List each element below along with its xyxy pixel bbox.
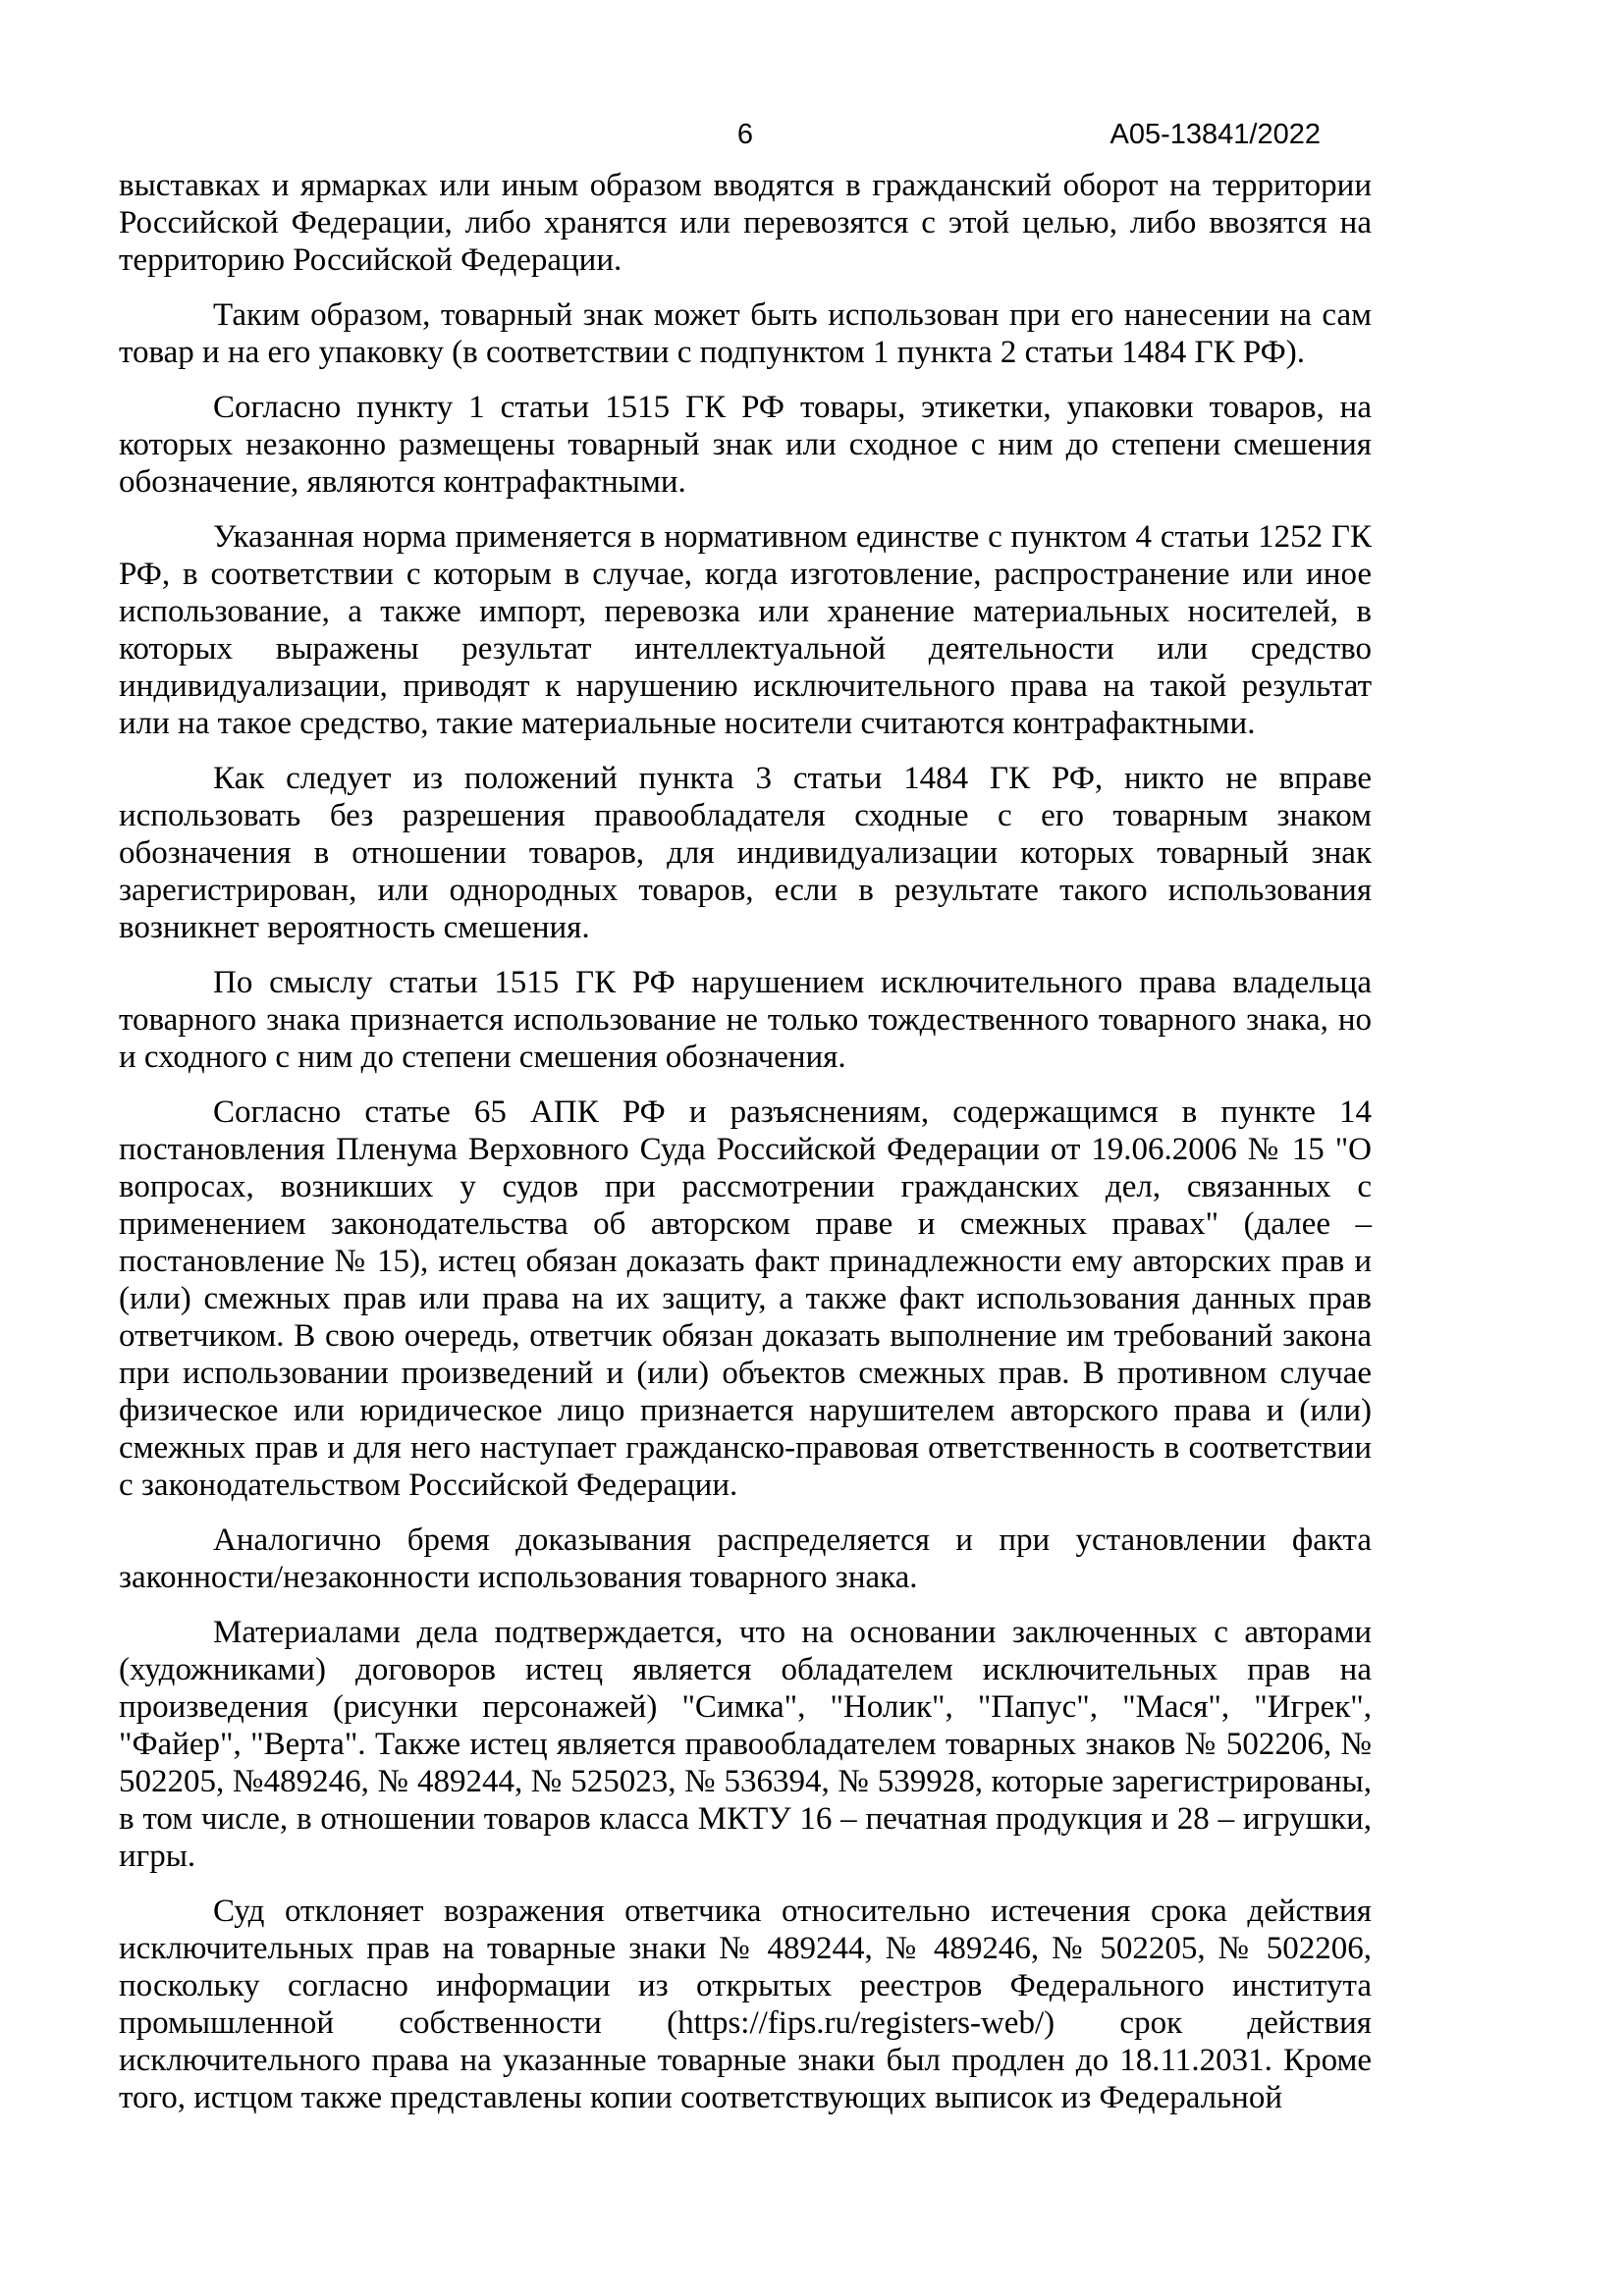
paragraph: По смыслу статьи 1515 ГК РФ нарушением исключительного права владельца товарного знака признается использование не только тождественного товарного знака, но и сходного с ним до степени смешения обозначения. [119, 965, 1372, 1075]
paragraph: Материалами дела подтверждается, что на основании заключенных с авторами (художниками) договоров истец является обладателем исключительных прав на произведения (рисунки персонажей) "Симка", "Нолик", "Папус", "Мася", "Игрек", "Файер", "Верта". Также истец является правообладателем товарных знаков № 502206, № 502205, №489246, № 489244, № 525023, № 536394, № 539928, которые зарегистрированы, в том числе, в отношении товаров класса МКТУ 16 – печатная продукция и 28 – игрушки, игры. [119, 1615, 1372, 1874]
paragraph: Указанная норма применяется в нормативном единстве с пунктом 4 статьи 1252 ГК РФ, в соответствии с которым в случае, когда изготовление, распространение или иное использование, а также импорт, перевозка или хранение материальных носителей, в которых выражены результат интеллектуальной деятельности или средство индивидуализации, приводят к нарушению исключительного права на такой результат или на такое средство, такие материальные носители считаются контрафактными. [119, 519, 1372, 741]
paragraph: Суд отклоняет возражения ответчика относительно истечения срока действия исключительных прав на товарные знаки № 489244, № 489246, № 502205, № 502206, поскольку согласно информации из открытых реестров Федерального института промышленной собственности (https://fips.ru/registers-web/) срок действия исключительного права на указанные товарные знаки был продлен до 18.11.2031. Кроме того, истцом также представлены копии соответствующих выписок из Федеральной [119, 1894, 1372, 2115]
paragraph: Таким образом, товарный знак может быть использован при его нанесении на сам товар и на его упаковку (в соответствии с подпунктом 1 пункта 2 статьи 1484 ГК РФ). [119, 297, 1372, 370]
paragraph: Аналогично бремя доказывания распределяется и при установлении факта законности/незаконности использования товарного знака. [119, 1522, 1372, 1595]
paragraph: Как следует из положений пункта 3 статьи 1484 ГК РФ, никто не вправе использовать без разрешения правообладателя сходные с его товарным знаком обозначения в отношении товаров, для индивидуализации которых товарный знак зарегистрирован, или однородных товаров, если в результате такого использования возникнет вероятность смешения. [119, 761, 1372, 945]
case-number: А05-13841/2022 [1109, 119, 1321, 150]
paragraph: Согласно статье 65 АПК РФ и разъяснениям, содержащимся в пункте 14 постановления Пленума Верховного Суда Российской Федерации от 19.06.2006 № 15 "О вопросах, возникших у судов при рассмотрении гражданских дел, связанных с применением законодательства об авторском праве и смежных правах" (далее – постановление № 15), истец обязан доказать факт принадлежности ему авторских прав и (или) смежных прав или права на их защиту, а также факт использования данных прав ответчиком. В свою очередь, ответчик обязан доказать выполнение им требований закона при использовании произведений и (или) объектов смежных прав. В противном случае физическое или юридическое лицо признается нарушителем авторского права и (или) смежных прав и для него наступает гражданско-правовая ответственность в соответствии с законодательством Российской Федерации. [119, 1095, 1372, 1503]
page-number: 6 [736, 119, 754, 150]
paragraph: выставках и ярмарках или иным образом вводятся в гражданский оборот на территории Российской Федерации, либо хранятся или перевозятся с этой целью, либо ввозятся на территорию Российской Федерации. [119, 168, 1372, 278]
document-body [119, 167, 1372, 2134]
paragraph: Согласно пункту 1 статьи 1515 ГК РФ товары, этикетки, упаковки товаров, на которых незаконно размещены товарный знак или сходное с ним до степени смешения обозначение, являются контрафактными. [119, 390, 1372, 500]
